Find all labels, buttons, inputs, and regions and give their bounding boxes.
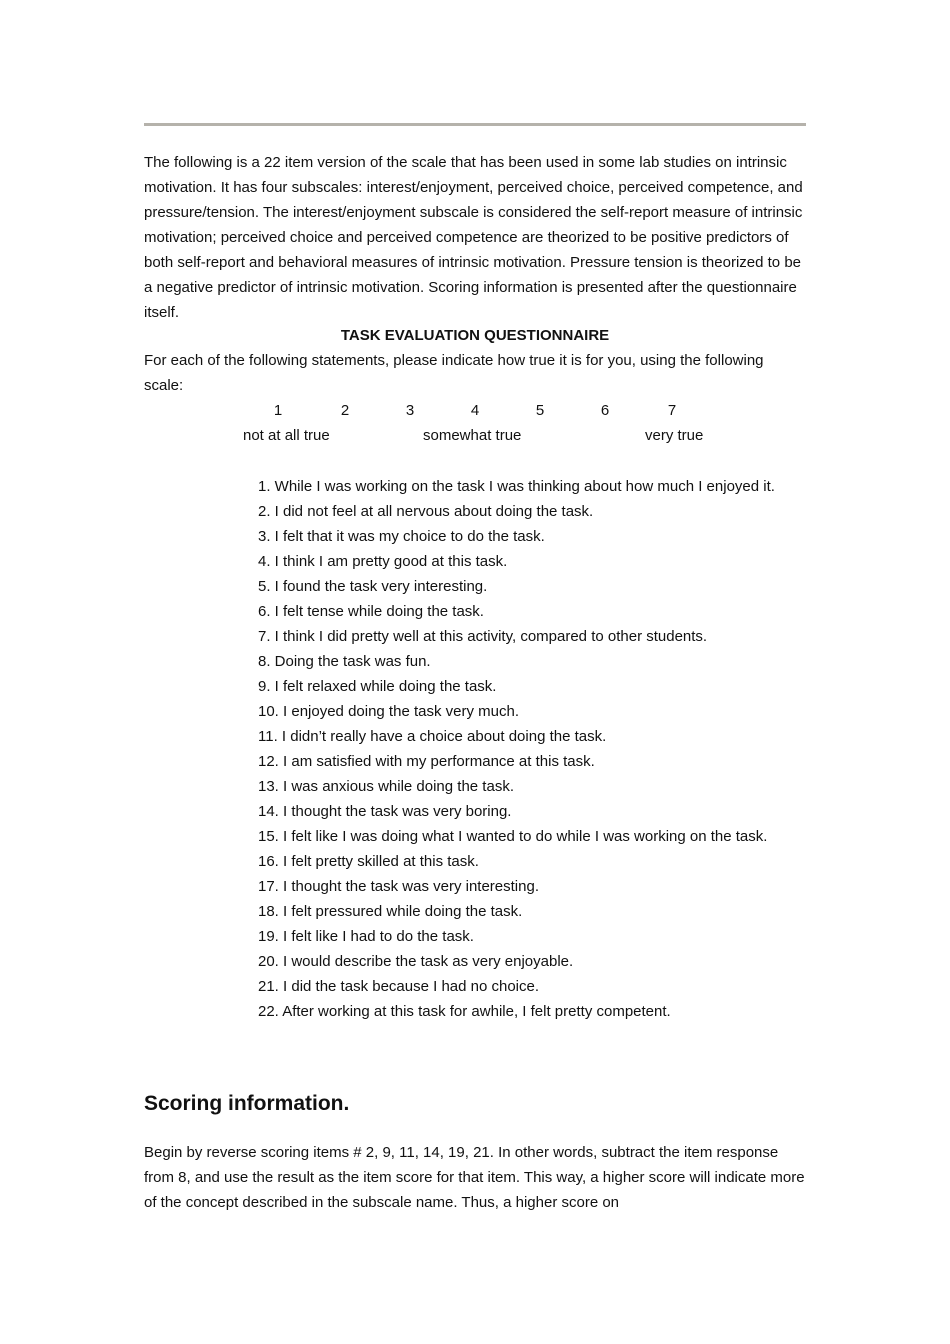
scale-anchor-high: very true [645,427,704,444]
list-item: 16. I felt pretty skilled at this task. [258,853,479,870]
list-item: 10. I enjoyed doing the task very much. [258,703,519,720]
list-item: 21. I did the task because I had no choice. [258,978,540,995]
scale-anchor-mid: somewhat true [423,427,522,444]
list-item: 4. I think I am pretty good at this task. [258,553,508,570]
list-item: 12. I am satisfied with my performance at this task. [258,753,595,770]
list-item: 18. I felt pressured while doing the task. [258,903,523,920]
list-item: 11. I didn’t really have a choice about doing the task. [258,728,607,745]
list-item: 9. I felt relaxed while doing the task. [258,678,497,695]
scoring-heading: Scoring information. [144,1092,350,1115]
list-item: 8. Doing the task was fun. [258,653,431,670]
questionnaire-title: TASK EVALUATION QUESTIONNAIRE [340,327,610,344]
intro-paragraph: The following is a 22 item version of the scale that has been used in some lab studies on intrinsic motivation. It has four subscales: interest/enjoyment, perceived choice, perceived competence, and pressure/tension. The interest/enjoyment subscale is considered the self-report measure of intrinsic motivation; perceived choice and perceived competence are theorized to be positive predictors of both self-report and behavioral measures of intrinsic motivation. Pressure tension is theorized to be a negative predictor of intrinsic motivation. Scoring information is presented after the questionnaire itself. [144,154,803,321]
list-item: 19. I felt like I had to do the task. [258,928,474,945]
scale-number: 7 [667,402,677,419]
list-item: 2. I did not feel at all nervous about doing the task. [258,503,594,520]
scale-number: 2 [340,402,350,419]
list-item: 5. I found the task very interesting. [258,578,488,595]
scale-number: 6 [600,402,610,419]
scale-number: 4 [470,402,480,419]
scale-number: 1 [273,402,283,419]
list-item: 14. I thought the task was very boring. [258,803,512,820]
instructions-paragraph: For each of the following statements, please indicate how true it is for you, using the following scale: [144,352,764,394]
list-item: 20. I would describe the task as very enjoyable. [258,953,574,970]
scale-number: 3 [405,402,415,419]
list-item: 13. I was anxious while doing the task. [258,778,514,795]
horizontal-rule [144,123,806,126]
list-item: 6. I felt tense while doing the task. [258,603,484,620]
scale-number: 5 [535,402,545,419]
list-item: 17. I thought the task was very interesting. [258,878,539,895]
list-item: 7. I think I did pretty well at this activity, compared to other students. [258,628,708,645]
list-item: 3. I felt that it was my choice to do the task. [258,528,545,545]
list-item: 22. After working at this task for awhile, I felt pretty competent. [258,1003,671,1020]
list-item: 1. While I was working on the task I was thinking about how much I enjoyed it. [258,478,775,495]
scale-anchor-low: not at all true [243,427,330,444]
list-item: 15. I felt like I was doing what I wanted to do while I was working on the task. [258,828,768,845]
scoring-paragraph: Begin by reverse scoring items # 2, 9, 11, 14, 19, 21. In other words, subtract the item response from 8, and use the result as the item score for that item. This way, a higher score will indicate more of the concept described in the subscale name. Thus, a higher score on [144,1144,805,1211]
questionnaire-items [258,474,806,1024]
